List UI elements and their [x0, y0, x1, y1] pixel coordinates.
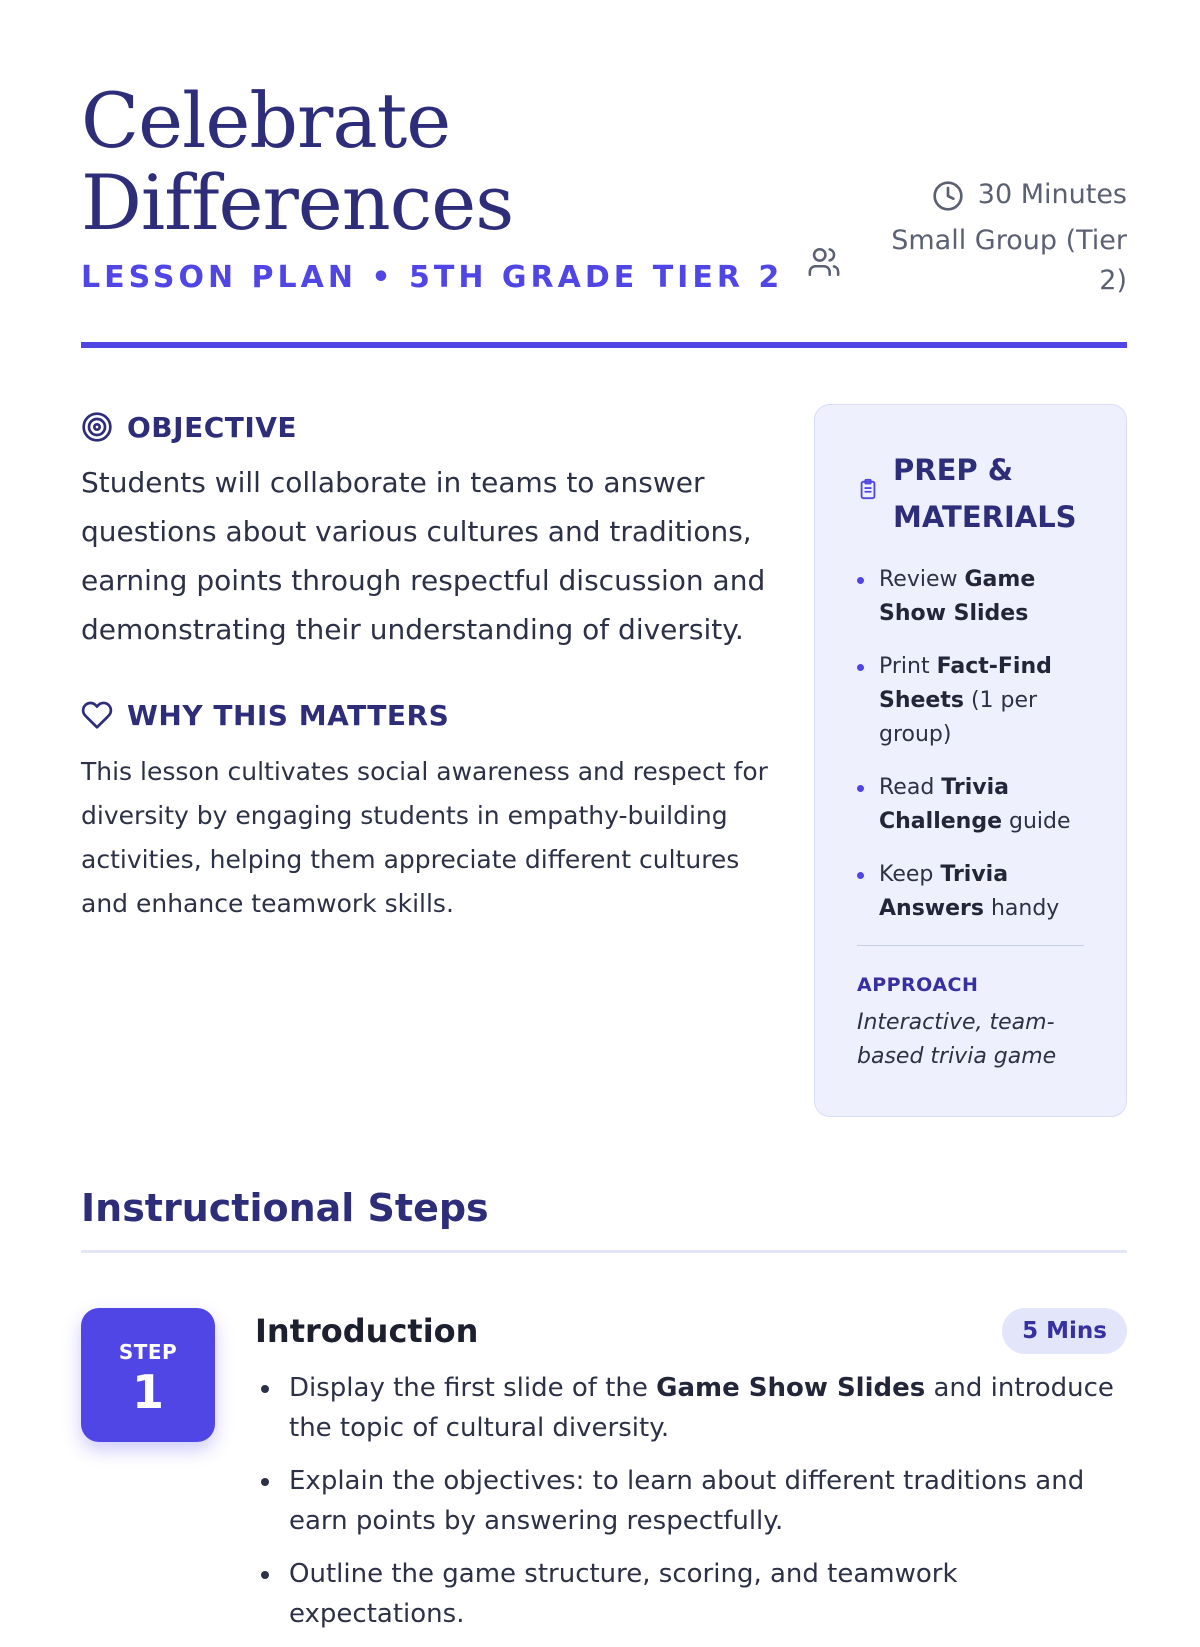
prep-materials-card: [814, 404, 1127, 1117]
why-title: WHY THIS MATTERS: [127, 698, 450, 732]
bullet-icon: [857, 872, 864, 879]
approach-label: APPROACH: [857, 974, 979, 996]
step-bullets: [255, 1368, 1127, 1634]
prep-item-resource: Game Show Slides: [879, 567, 1036, 626]
step-bullet-text: Display the first slide of the: [289, 1373, 657, 1403]
approach-text: Interactive, team-based trivia game: [857, 1010, 1057, 1069]
bullet-icon: [857, 785, 864, 792]
target-icon: [81, 411, 113, 443]
step-bullet-text: Explain the objectives: to learn about different traditions and earn points by answering respectfully.: [289, 1466, 1085, 1536]
header-divider: [81, 342, 1127, 348]
duration-text: 30 Minutes: [977, 179, 1127, 210]
bullet-icon: [857, 664, 864, 671]
prep-title: PREP & MATERIALS: [893, 453, 1077, 534]
prep-divider: [857, 945, 1084, 946]
step-number: 1: [131, 1365, 164, 1419]
lesson-overview: [81, 404, 771, 926]
bullet-icon: [261, 1385, 269, 1393]
bullet-icon: [261, 1571, 269, 1579]
prep-item-text: Review: [879, 567, 965, 592]
prep-item-text: Read: [879, 775, 942, 800]
bullet-icon: [261, 1478, 269, 1486]
list-item: [857, 650, 1084, 752]
duration-row: [807, 175, 1127, 215]
group-size-text: Small Group (Tier 2): [891, 225, 1127, 296]
lesson-header: [81, 76, 1127, 350]
people-icon: [807, 245, 841, 279]
clock-icon: [932, 180, 964, 212]
list-item: [857, 563, 1084, 631]
step-word: STEP: [118, 1340, 178, 1364]
steps-divider: [81, 1250, 1127, 1253]
heart-icon: [81, 699, 113, 731]
title-line-2: Differences: [81, 158, 514, 247]
step-content: [255, 1308, 1127, 1647]
prep-item-text: Print: [879, 654, 937, 679]
step-bullet-resource: Game Show Slides: [656, 1373, 926, 1403]
step-badge: [81, 1308, 215, 1442]
lesson-meta: [807, 175, 1127, 301]
objective-title: OBJECTIVE: [127, 410, 298, 444]
list-item: [255, 1461, 1127, 1541]
group-row: [807, 221, 1127, 301]
list-item: [857, 858, 1084, 926]
lesson-subtitle: LESSON PLAN • 5TH GRADE TIER 2: [81, 260, 784, 295]
why-heading: [81, 692, 771, 738]
step-title: Introduction: [255, 1312, 479, 1350]
step-bullet-text: and introduce the topic of cultural diversity.: [289, 1373, 1114, 1443]
prep-item-text: guide: [1002, 809, 1071, 834]
prep-item-resource: Fact-Find Sheets: [879, 654, 1052, 713]
why-text: This lesson cultivates social awareness and respect for diversity by engaging students in empathy-building activities, helping them appreciate different cultures and enhance teamwork skills.: [81, 757, 768, 918]
step-duration-badge: 5 Mins: [1002, 1308, 1127, 1354]
prep-item-text: (1 per group): [879, 688, 1038, 747]
prep-item-resource: Trivia Answers: [879, 862, 1009, 921]
list-item: [255, 1368, 1127, 1448]
step-bullet-text: Outline the game structure, scoring, and teamwork expectations.: [289, 1559, 958, 1629]
step-header: [255, 1308, 1127, 1356]
title-line-1: Celebrate: [81, 76, 451, 165]
steps-heading: Instructional Steps: [81, 1186, 489, 1230]
prep-item-text: Keep: [879, 862, 941, 887]
objective-text: Students will collaborate in teams to answer questions about various cultures and traditions, earning points through respectful discussion and demonstrating their understanding of diversity.: [81, 466, 766, 646]
page-title: [81, 76, 781, 247]
prep-list: [857, 563, 1084, 926]
prep-heading: [857, 447, 1084, 541]
list-item: [255, 1554, 1127, 1634]
clipboard-icon: [857, 477, 879, 501]
prep-item-resource: Trivia Challenge: [879, 775, 1009, 834]
list-item: [857, 771, 1084, 839]
prep-item-text: handy: [983, 896, 1060, 921]
objective-heading: [81, 404, 771, 450]
bullet-icon: [857, 577, 864, 584]
